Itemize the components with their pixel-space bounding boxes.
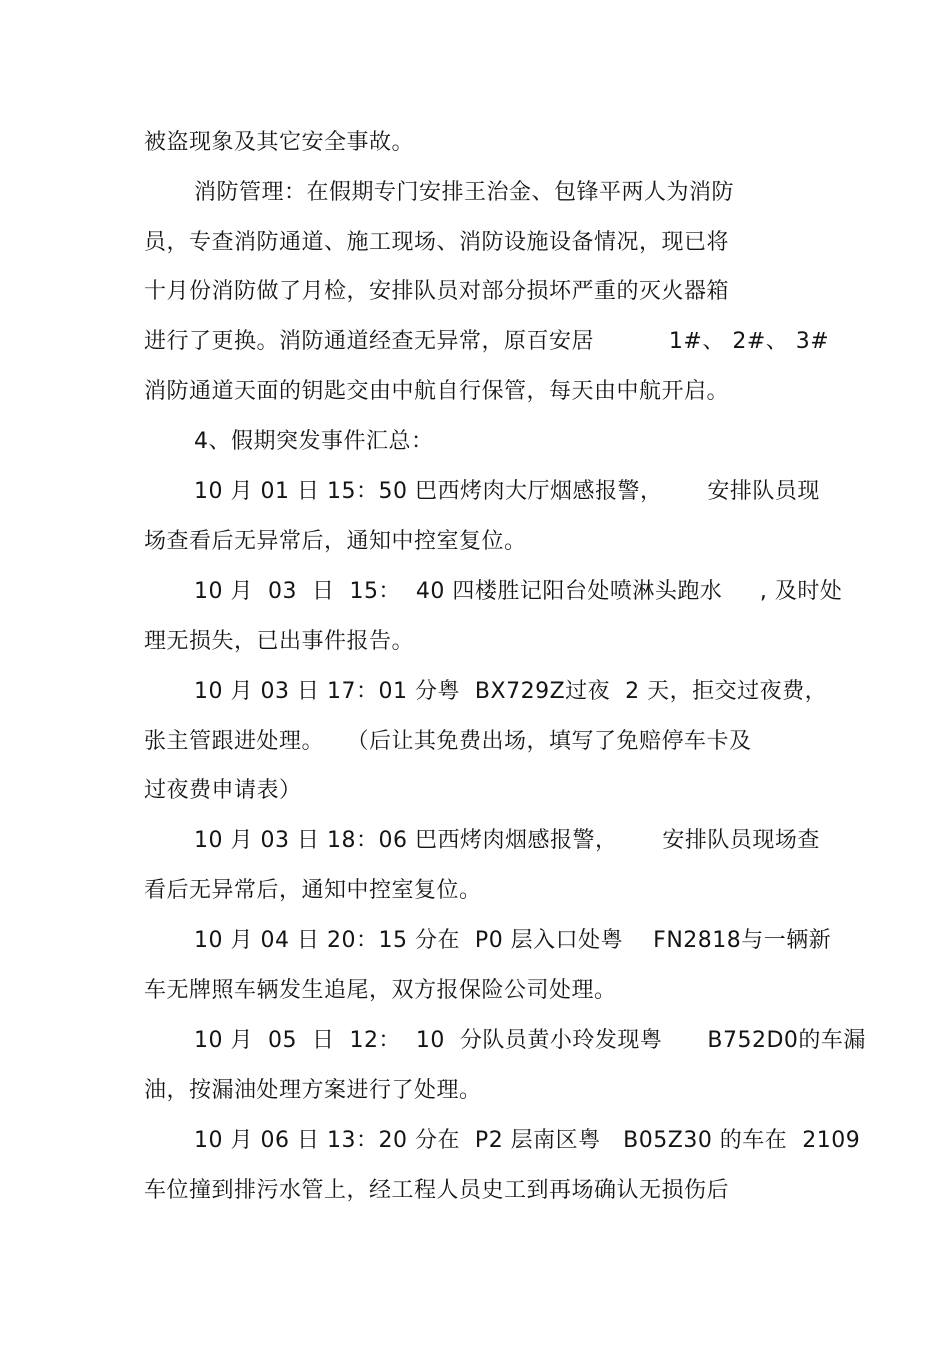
event-line: 10 月 03 日 15： 40 四楼胜记阳台处喷淋头跑水 , 及时处 (194, 579, 843, 604)
text-line: 过夜费申请表） (144, 778, 302, 803)
text-line: 车位撞到排污水管上，经工程人员史工到再场确认无损伤后 (144, 1178, 730, 1203)
text-line: 场查看后无异常后，通知中控室复位。 (144, 529, 527, 554)
event-line: 10 月 05 日 12： 10 分队员黄小玲发现粤 B752D0的车漏 (194, 1028, 866, 1053)
event-line: 10 月 04 日 20：15 分在 P0 层入口处粤 FN2818与一辆新 (194, 928, 832, 953)
text-line: 被盗现象及其它安全事故。 (144, 130, 415, 155)
text-line: 理无损失，已出事件报告。 (144, 629, 415, 654)
text-line: 消防通道天面的钥匙交由中航自行保管，每天由中航开启。 (144, 379, 730, 404)
text-line: 张主管跟进处理。 （后让其免费出场，填写了免赔停车卡及 (144, 729, 752, 754)
event-line: 10 月 01 日 15：50 巴西烤肉大厅烟感报警， 安排队员现 (194, 479, 820, 504)
text-line: 车无牌照车辆发生追尾，双方报保险公司处理。 (144, 978, 617, 1003)
text-line: 油，按漏油处理方案进行了处理。 (144, 1078, 482, 1103)
paragraph-start-line: 消防管理：在假期专门安排王治金、包锋平两人为消防 (194, 180, 735, 205)
event-line: 10 月 06 日 13：20 分在 P2 层南区粤 B05Z30 的车在 2109 (194, 1128, 861, 1153)
text-line: 进行了更换。消防通道经查无异常，原百安居 1#、 2#、 3# (144, 329, 830, 354)
text-line: 十月份消防做了月检，安排队员对部分损坏严重的灭火器箱 (144, 279, 730, 304)
event-line: 10 月 03 日 17：01 分粤 BX729Z过夜 2 天，拒交过夜费， (194, 679, 828, 704)
section-heading: 4、假期突发事件汇总： (194, 429, 434, 454)
text-line: 看后无异常后，通知中控室复位。 (144, 878, 482, 903)
text-line: 员，专查消防通道、施工现场、消防设施设备情况，现已将 (144, 230, 730, 255)
event-line: 10 月 03 日 18：06 巴西烤肉烟感报警， 安排队员现场查 (194, 828, 820, 853)
